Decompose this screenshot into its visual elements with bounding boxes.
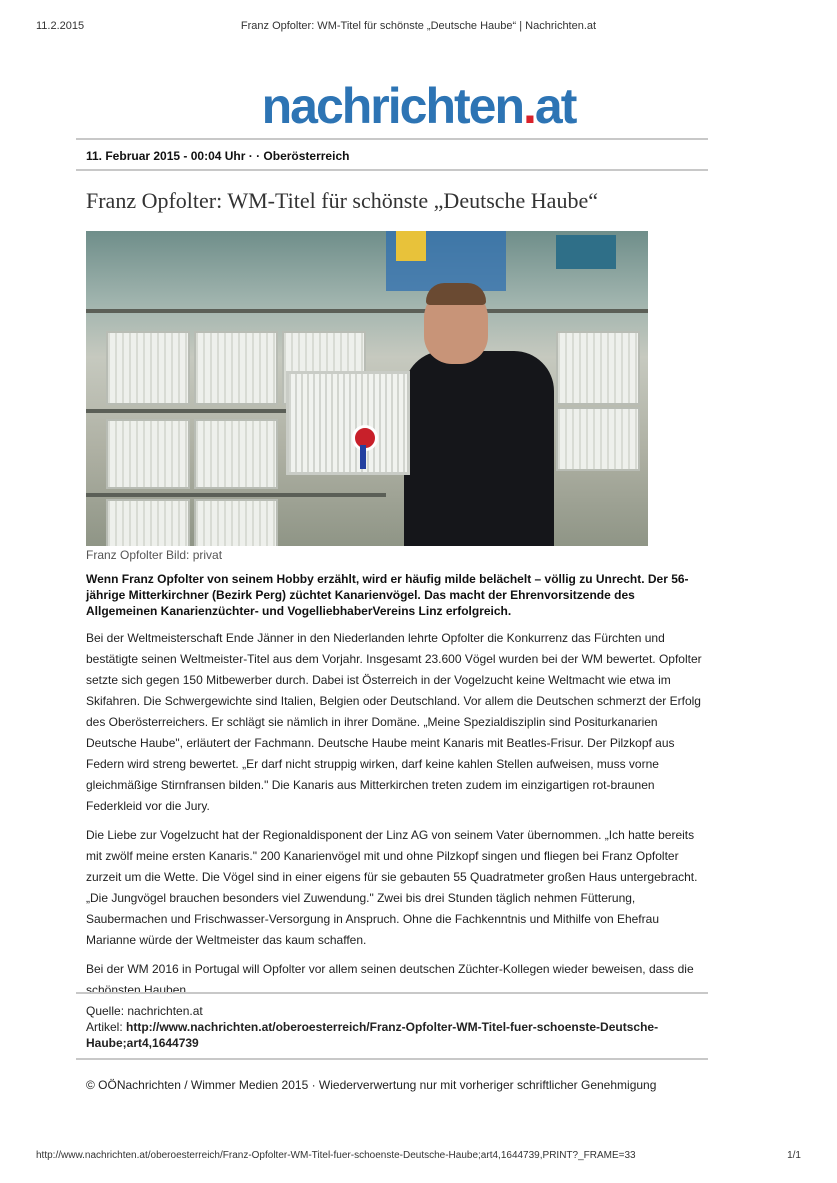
photo-cage: [194, 419, 278, 489]
article-body: [86, 628, 708, 1009]
article-dateline: 11. Februar 2015 - 00:04 Uhr · · Oberösterreich: [86, 149, 350, 163]
divider-dateline: [76, 169, 708, 171]
photo-sign: [556, 235, 616, 269]
logo-name: nachrichten: [261, 78, 524, 134]
photo-cage: [106, 419, 190, 489]
article-lead: Wenn Franz Opfolter von seinem Hobby erzählt, wird er häufig milde belächelt – völlig zu Unrecht. Der 56-jährige Mitterkirchner (Bezirk Perg) züchtet Kanarienvögel. Das macht der Ehrenvorsitzende des Allgemeinen Kanarienzüchter- und VogelliebhaberVereins Linz erfolgreich.: [86, 572, 689, 618]
photo-ribbon: [360, 445, 366, 469]
divider-source: [76, 992, 708, 994]
photo-banner-accent: [396, 231, 426, 261]
photo-shelf: [86, 493, 386, 497]
photo-shelf: [86, 309, 648, 313]
source-article-label: Artikel:: [86, 1020, 127, 1034]
photo-person-body: [404, 351, 554, 546]
article-paragraph: Bei der WM 2016 in Portugal will Opfolter vor allem seinen deutschen Züchter-Kollegen wieder beweisen, dass die schönsten Hauben.: [86, 962, 694, 997]
source-label: Quelle: nachrichten.at: [86, 1004, 203, 1018]
divider-top: [76, 138, 708, 140]
divider-copyright: [76, 1058, 708, 1060]
photo-caption: Franz Opfolter Bild: privat: [86, 548, 223, 562]
photo-person-hair: [426, 283, 486, 305]
site-logo[interactable]: [0, 78, 837, 134]
logo-tld: at: [534, 78, 576, 134]
print-date: 11.2.2015: [36, 20, 85, 32]
article-paragraph: Bei der Weltmeisterschaft Ende Jänner in den Niederlanden lehrte Opfolter die Konkurrenz das Fürchten und bestätigte seinen Weltmeister-Titel aus dem Vorjahr. Insgesamt 23.600 Vögel wurden bei der WM bewertet. Opfolter setzte sich gegen 150 Mitbewerber durch. Dabei ist Österreich in der Vogelzucht keine Weltmacht wie etwa im Skifahren. Die Schwergewichte sind Italien, Belgien oder Deutschland. Vor allem die Deutschen schmerzt der Erfolg des Oberösterreichers. Er schlägt sie nämlich in ihrer Domäne. „Meine Spezialdisziplin sind Positurkanarien Deutsche Haube", erläutert der Fachmann. Deutsche Haube meint Kanaris mit Beatles-Frisur. Der Pilzkopf aus Federn wird streng bewertet. „Er darf nicht struppig wirken, darf keine kahlen Stellen aufweisen, muss vorne gleichmäßige Stirnfransen bilden." Die Kanaris aus Mitterkirchen treten zudem im einzigartigen rot-braunen Federkleid vor die Jury.: [86, 631, 702, 813]
photo-cage: [106, 499, 190, 546]
article-headline: Franz Opfolter: WM-Titel für schönste „Deutsche Haube“: [86, 188, 598, 213]
article-paragraph: Die Liebe zur Vogelzucht hat der Regionaldisponent der Linz AG von seinem Vater übernommen. „Ich hatte bereits mit zwölf meine ersten Kanaris." 200 Kanarienvögel mit und ohne Pilzkopf singen und fliegen bei Franz Opfolter zurzeit um die Wette. Die Vögel sind in einer eigens für sie gebauten 55 Quadratmeter großen Haus untergebracht. „Die Jungvögel brauchen besonders viel Zuwendung." Zwei bis drei Stunden täglich nehmen Fütterung, Saubermachen und Frischwasser-Versorgung in Anspruch. Ohne die Fachkenntnis und Mithilfe von Ehefrau Marianne würde der Weltmeister das kaum schaffen.: [86, 828, 698, 947]
print-header: [36, 20, 801, 36]
print-footer: [36, 1150, 801, 1166]
photo-cage: [194, 331, 278, 405]
logo-dot: .: [523, 78, 535, 134]
copyright-notice: © OÖNachrichten / Wimmer Medien 2015 · Wiederverwertung nur mit vorheriger schriftlicher Genehmigung: [86, 1078, 657, 1092]
photo-cage: [194, 499, 278, 546]
article-photo: [86, 231, 648, 546]
photo-cage: [556, 331, 640, 405]
print-page-title: Franz Opfolter: WM-Titel für schönste „Deutsche Haube“ | Nachrichten.at: [240, 20, 597, 32]
source-article: [86, 1019, 686, 1051]
print-page-number: 1/1: [787, 1150, 801, 1161]
article-source: [86, 1003, 686, 1051]
photo-cage: [106, 331, 190, 405]
print-footer-url: http://www.nachrichten.at/oberoesterreich/Franz-Opfolter-WM-Titel-fuer-schoenste-Deutsche-Haube;art4,1644739,PRINT?_FRAME=33: [36, 1150, 636, 1161]
photo-cage: [556, 407, 640, 471]
photo-held-cage: [286, 371, 410, 475]
source-article-link[interactable]: http://www.nachrichten.at/oberoesterreich/Franz-Opfolter-WM-Titel-fuer-schoenste-Deutsche-Haube;art4,1644739: [86, 1020, 659, 1050]
